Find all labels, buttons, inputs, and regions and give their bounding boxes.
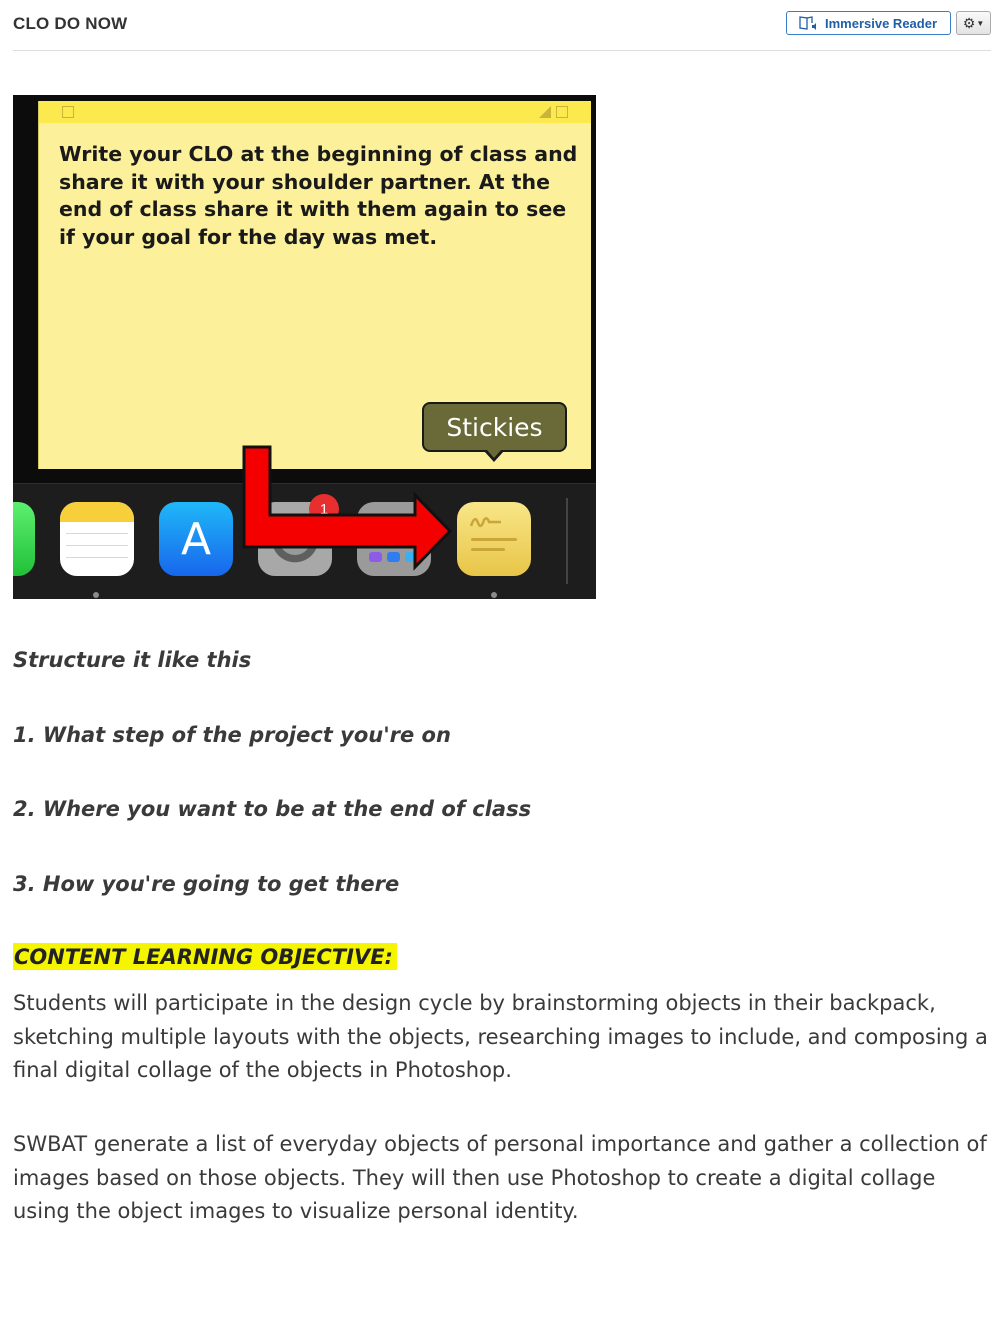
immersive-reader-icon	[798, 15, 818, 31]
page-title: CLO DO NOW	[13, 14, 128, 33]
chevron-down-icon: ▼	[976, 18, 985, 28]
clo-heading: CONTENT LEARNING OBJECTIVE:	[13, 943, 397, 970]
immersive-reader-button[interactable]	[786, 11, 951, 35]
objective-paragraph: Students will participate in the design cycle by brainstorming objects in their backpack, sketching multiple layouts with the objects, researching images to include, and composing a final digital collage of the objects in Photoshop.	[13, 991, 988, 1082]
swbat-paragraph: SWBAT generate a list of everyday objects of personal importance and gather a collection of images based on those objects. They will then use Photoshop to create a digital collage using the object images to visualize personal identity.	[13, 1132, 987, 1223]
settings-menu-button[interactable]	[956, 11, 991, 35]
step-2: 2. Where you want to be at the end of class	[13, 797, 532, 821]
red-arrow-icon	[13, 95, 596, 599]
gear-icon: ⚙	[962, 14, 976, 31]
step-1: 1. What step of the project you're on	[13, 723, 451, 747]
notification-badge: 1	[309, 494, 339, 524]
step-3: 3. How you're going to get there	[13, 872, 400, 896]
sticky-note-text: Write your CLO at the beginning of class and share it with your shoulder partner. At the end of class share it with them again to see if your goal for the day was met.	[59, 142, 578, 249]
structure-intro: Structure it like this	[13, 648, 252, 672]
page-header	[13, 0, 991, 51]
immersive-reader-label: Immersive Reader	[825, 15, 938, 31]
stickies-screenshot-image	[13, 95, 596, 599]
stickies-tooltip: Stickies	[422, 402, 567, 452]
app-store-icon: A	[159, 502, 233, 576]
